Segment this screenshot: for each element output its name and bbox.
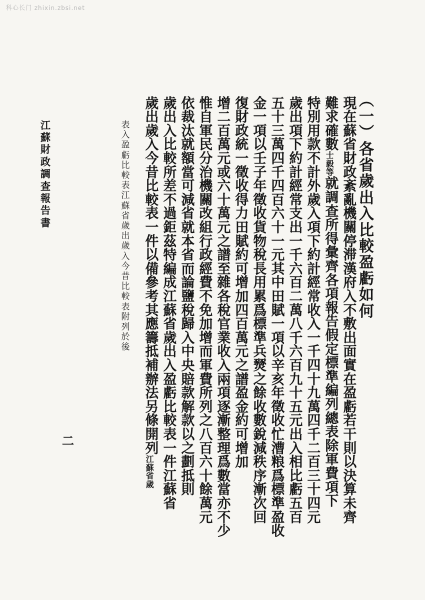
- text-column-4: 歲出項下約計經常支出一千六百二萬八千六百九十五元出入相比虧五百: [286, 96, 303, 524]
- text-column-12: [142, 96, 159, 489]
- page-number: 二: [62, 434, 75, 448]
- text-column-2-cont: 就調查所得彙齊各項報告假定標準編列總表除軍費項下: [322, 176, 339, 508]
- footnote-line: 表入盈虧比較表江蘇省歲出歲入今昔比較表附列於後: [119, 120, 130, 353]
- text-column-9: 惟自軍民分治機關改組行政經費不免加增而軍費所列之八百六十餘萬元: [196, 96, 213, 524]
- text-column-8: 增二百萬元或六十萬元之譜至雜各稅官業收入兩項逐漸整理爲數當亦不少: [214, 96, 231, 538]
- running-header: 江蘇財政調查報告書: [38, 120, 49, 230]
- text-column-5: 五十三萬四千四百六十一元其中田賦一項以辛亥年徵收忙漕粮爲標準盈收: [268, 96, 285, 538]
- text-column-2-main: 難求確數: [322, 96, 339, 152]
- watermark-text: 科心长门 zhixin.zbsi.net: [6, 5, 85, 12]
- text-column-2-note: 士毅等: [325, 151, 336, 177]
- text-column-1: 現在蘇省財政紊亂機關停滞漢府入不敷出面實在盈虧若干則以決算未齊: [340, 96, 357, 524]
- text-column-12-note: 江蘇省歲: [145, 454, 156, 489]
- text-column-12-main: 歲出歲入今昔比較表一件以備參考其應籌抵補辦法另條開列: [142, 96, 159, 455]
- text-column-7: 復財政統一徵收得力田賦約可增加四百萬元之譜盈金約可增加: [232, 96, 249, 469]
- text-column-6: 金一項以壬子年徵收貨物稅長用累爲標準兵燹之餘收數銳減秩序漸次回: [250, 96, 267, 524]
- text-column-2: [322, 96, 339, 508]
- text-column-3: 特別用款不計外歲入項下約計經常收入一千四十九萬四千二百三十四元: [304, 96, 321, 524]
- section-heading: （一）各省歲出入比較盈虧如何: [357, 92, 375, 319]
- text-column-11: 歲出入比較所差不過鉅茲特編成江蘇省歲出入盈虧比較表一件江蘇省: [160, 96, 177, 510]
- text-column-10: 依裁汰就額當可減省就本省而論鹽稅歸入中央賠款解款以之劃抵則: [178, 96, 195, 497]
